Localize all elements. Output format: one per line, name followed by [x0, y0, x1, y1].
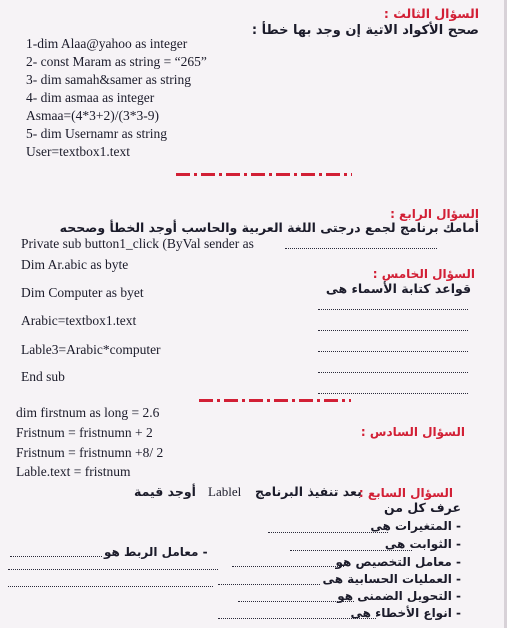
q7-item-2: - الثوابت هى [384, 537, 461, 551]
q4-code-line-2: Dim Ar.abic as byte [21, 257, 129, 272]
q7-item-1: - المتغيرات هى [370, 519, 461, 533]
q7-define-label: عرف كل من [384, 500, 461, 515]
q6-code-line-4: Lable.text = fristnum [16, 464, 131, 479]
q7-item-5: - التحويل الضمنى هو [337, 589, 461, 603]
q3-title: السؤال الثالث : [383, 6, 479, 21]
q7-extra-item: - معامل الربط هو [104, 545, 208, 559]
q6-title: السؤال السادس : [360, 425, 465, 439]
q7-blank-6 [218, 618, 376, 619]
q3-code-line-1: 1-dim Alaa@yahoo as integer [26, 36, 188, 51]
q4-code-line-6: End sub [21, 369, 65, 384]
q7-blank-2 [290, 550, 412, 551]
q3-code-line-5: Asmaa=(4*3+2)/(3*3-9) [26, 108, 159, 123]
q4-code-line-4: Arabic=textbox1.text [21, 313, 137, 328]
q7-item-4: - العمليات الحسابية هى [322, 572, 461, 586]
q4-instruction: أمامك برنامج لجمع درجتى اللغة العربية والحاسب أوجد الخطأ وصححه [59, 220, 479, 235]
q7-blank-4 [218, 584, 320, 585]
q4-code-line-3: Dim Computer as byet [21, 285, 144, 300]
q5-answer-line-2 [318, 330, 468, 331]
q4-answer-blank [285, 248, 437, 249]
q3-code-line-7: User=textbox1.text [26, 144, 130, 159]
q7-blank-5 [238, 601, 354, 602]
q3-code-line-2: 2- const Maram as string = “265” [26, 54, 207, 69]
q4-code-line-5: Lable3=Arabic*computer [21, 342, 161, 357]
q7-title: السؤال السابع : [358, 486, 453, 500]
q5-prompt: قواعد كتابة الأسماء هى [325, 281, 471, 296]
q6-code-line-1: dim firstnum as long = 2.6 [16, 405, 160, 420]
q3-code-line-6: 5- dim Usernamr as string [26, 126, 167, 141]
q5-answer-line-4 [318, 372, 468, 373]
q3-code-line-4: 4- dim asmaa as integer [26, 90, 155, 105]
q6-code-line-3: Fristnum = fristnumn +8/ 2 [16, 445, 164, 460]
q7-blank-3 [232, 566, 344, 567]
q7-extra-line-2 [8, 586, 213, 587]
q6-code-line-2: Fristnum = fristnumn + 2 [16, 425, 153, 440]
section-divider-2 [199, 399, 351, 402]
q7-item-3: - معامل التخصيص هو [335, 555, 461, 569]
q7-blank-1 [268, 532, 388, 533]
q4-code-line-1: Private sub button1_click (ByVal sender as [21, 236, 254, 251]
q7-extra-blank [10, 556, 102, 557]
q5-title: السؤال الخامس : [372, 267, 475, 281]
q5-answer-line-1 [318, 309, 468, 310]
q7-prompt-start: أوجد قيمة [134, 484, 196, 499]
q7-prompt-end: بعد تنفيذ البرنامج [255, 484, 362, 499]
q3-instruction: صحح الأكواد الاتية إن وجد بها خطأ : [251, 23, 479, 38]
q7-extra-line-1 [8, 569, 218, 570]
q7-prompt-label: Lablel [208, 484, 242, 499]
q4-title: السؤال الرابع : [390, 207, 479, 221]
q3-code-line-3: 3- dim samah&samer as string [26, 72, 191, 87]
q5-answer-line-3 [318, 351, 468, 352]
q7-item-6: - انواع الأخطاء هى [350, 606, 461, 620]
q5-answer-line-5 [318, 393, 468, 394]
section-divider-1 [176, 173, 352, 176]
